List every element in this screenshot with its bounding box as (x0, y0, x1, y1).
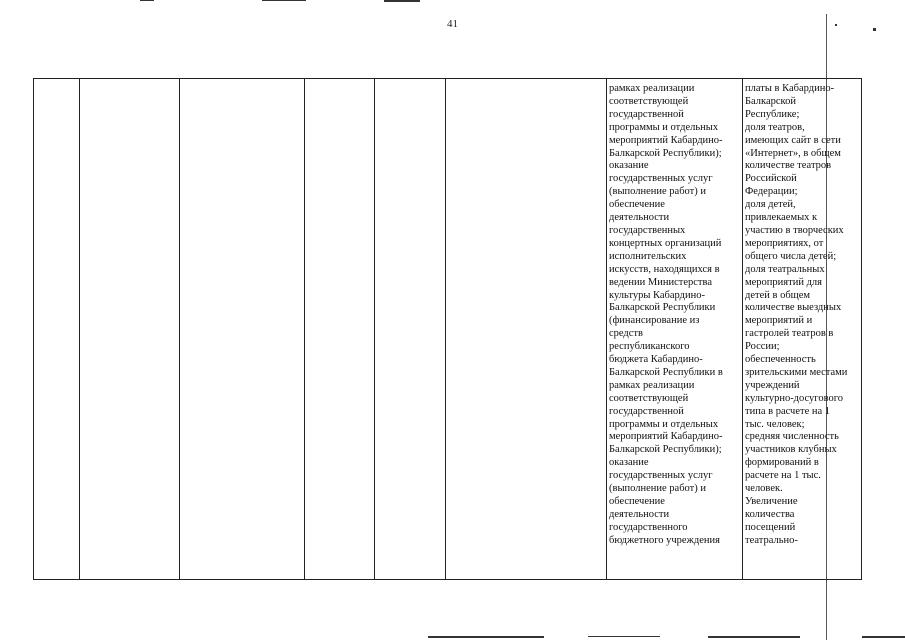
activities-line: деятельности (609, 508, 670, 520)
activities-line: Балкарской Республики (609, 302, 716, 314)
indicators-line: доля детей, (745, 199, 796, 211)
indicators-line: мероприятиях, от (745, 237, 824, 249)
activities-line: мероприятий Кабардино- (609, 431, 723, 443)
indicators-line: доля театров, (745, 121, 805, 133)
document-table (33, 78, 862, 580)
activities-line: (выполнение работ) и (609, 186, 706, 198)
activities-line: (финансирование из (609, 315, 700, 327)
activities-line: оказание (609, 457, 649, 469)
scan-artifact-top-right (384, 0, 420, 2)
activities-line: рамках реализации (609, 379, 695, 391)
indicators-line: России; (745, 341, 780, 353)
activities-line: исполнительских (609, 250, 687, 262)
activities-line: (выполнение работ) и (609, 483, 706, 495)
activities-line: средств (609, 328, 643, 340)
indicators-line: типа в расчете на 1 (745, 405, 831, 417)
indicators-line: Республике; (745, 108, 800, 120)
indicators-line: расчете на 1 тыс. (745, 470, 821, 482)
table-cell-indicators (743, 79, 862, 580)
scan-artifact-bottom-2 (588, 636, 660, 637)
table-cell-3 (180, 79, 305, 580)
activities-line: соответствующей (609, 392, 689, 404)
indicators-line: общего числа детей; (745, 250, 837, 262)
indicators-line: привлекаемых к (745, 212, 818, 224)
activities-line: Балкарской Республики); (609, 147, 722, 159)
activities-line: программы и отдельных (609, 418, 719, 430)
indicators-line: формирований в (745, 457, 819, 469)
indicators-line: учреждений (745, 379, 800, 391)
indicators-line: обеспеченность (745, 354, 816, 366)
table-cell-2 (80, 79, 180, 580)
indicators-line: гастролей театров в (745, 328, 834, 340)
table-cell-5 (375, 79, 446, 580)
activities-line: Балкарской Республики в (609, 366, 723, 378)
indicators-line: Балкарской (745, 95, 796, 107)
indicators-line: тыс. человек; (745, 418, 805, 430)
indicators-line: количестве выездных (745, 302, 842, 314)
activities-line: обеспечение (609, 199, 665, 211)
indicators-line: платы в Кабардино- (745, 83, 835, 94)
indicators-line: культурно-досугового (745, 392, 844, 404)
page-number: 41 (447, 18, 458, 30)
activities-line: соответствующей (609, 95, 689, 107)
activities-line: искусств, находящихся в (609, 263, 720, 275)
activities-line: государственной (609, 108, 684, 120)
indicators-line: детей в общем (745, 289, 811, 301)
scan-artifact-top-left (140, 0, 154, 1)
activities-text (607, 79, 742, 548)
indicators-line: участников клубных (745, 444, 837, 456)
table-cell-4 (305, 79, 375, 580)
indicators-line: посещений (745, 521, 796, 533)
scan-artifact-top-mid (262, 0, 306, 1)
indicators-line: театрально- (745, 534, 798, 546)
indicators-line: количества (745, 508, 795, 520)
scan-artifact-bottom-3 (708, 636, 800, 638)
indicators-line: доля театральных (745, 263, 825, 275)
indicators-line: средняя численность (745, 431, 839, 443)
table-row (34, 79, 862, 580)
indicators-line: мероприятий для (745, 276, 822, 288)
activities-line: Балкарской Республики); (609, 444, 722, 456)
activities-line: республиканского (609, 341, 690, 353)
indicators-text (743, 79, 861, 548)
activities-line: обеспечение (609, 496, 665, 507)
activities-line: мероприятий Кабардино- (609, 134, 723, 146)
scan-artifact-bottom-4 (862, 636, 905, 638)
activities-line: программы и отдельных (609, 121, 719, 133)
table-cell-1 (34, 79, 80, 580)
activities-line: рамках реализации (609, 83, 695, 94)
activities-line: государственного (609, 521, 688, 533)
indicators-line: количестве театров (745, 160, 832, 172)
indicators-line: человек. (745, 483, 783, 495)
indicators-line: Федерации; (745, 186, 798, 198)
activities-line: культуры Кабардино- (609, 289, 705, 301)
indicators-line: участию в творческих (745, 224, 844, 236)
indicators-line: мероприятий и (745, 315, 813, 327)
activities-line: государственных услуг (609, 470, 713, 482)
activities-line: оказание (609, 160, 649, 172)
indicators-line: зрительскими местами (745, 366, 848, 378)
activities-line: государственных услуг (609, 173, 713, 185)
activities-line: государственных (609, 224, 686, 236)
table-cell-activities (607, 79, 743, 580)
indicators-line: имеющих сайт в сети (745, 134, 841, 146)
activities-line: бюджета Кабардино- (609, 354, 703, 366)
indicators-line: Российской (745, 173, 797, 185)
activities-line: бюджетного учреждения (609, 534, 720, 546)
activities-line: ведении Министерства (609, 276, 712, 288)
scan-artifact-bottom-1 (428, 636, 544, 638)
activities-line: деятельности (609, 212, 670, 224)
indicators-line: «Интернет», в общем (745, 147, 841, 159)
activities-line: концертных организаций (609, 237, 722, 249)
activities-line: государственной (609, 405, 684, 417)
table-cell-6 (446, 79, 607, 580)
indicators-line: Увеличение (745, 496, 798, 507)
